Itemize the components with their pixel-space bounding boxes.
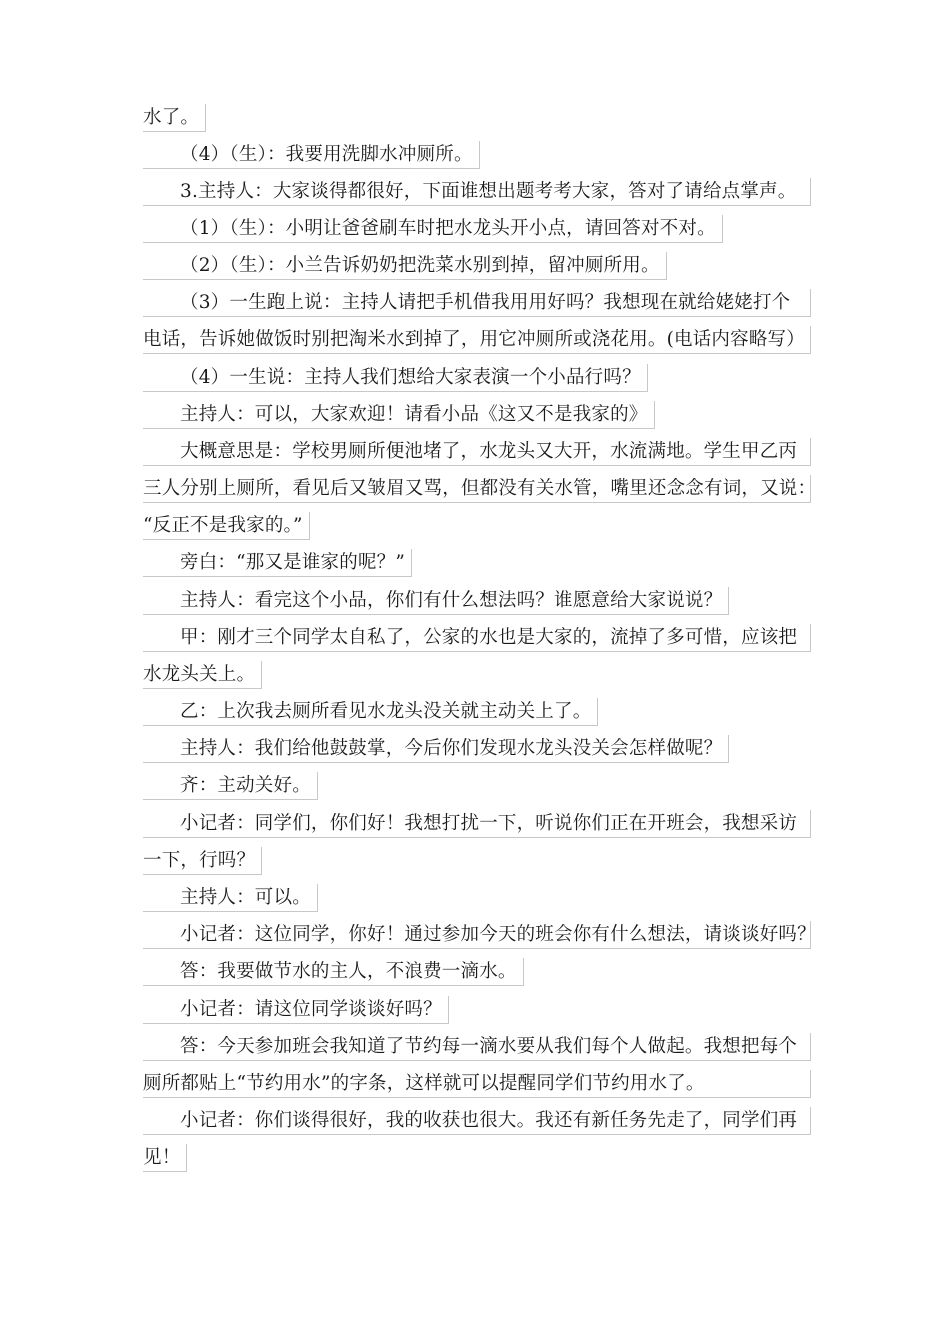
text-line: （4）（生）：我要用洗脚水冲厕所。 [143,141,480,169]
text-line: 主持人：可以，大家欢迎！请看小品《这又不是我家的》 [143,401,655,429]
text-line: 齐：主动关好。 [143,772,318,800]
text-line: 旁白：“那又是谁家的呢？” [143,549,412,577]
text-line: 电话，告诉她做饭时别把淘米水到掉了，用它冲厕所或浇花用。(电话内容略写） [143,326,811,354]
text-line: （1）（生）：小明让爸爸刷车时把水龙头开小点，请回答对不对。 [143,215,723,243]
text-line: 答：今天参加班会我知道了节约每一滴水要从我们每个人做起。我想把每个 [143,1033,811,1061]
text-line: （4）一生说：主持人我们想给大家表演一个小品行吗？ [143,364,648,392]
text-line: 三人分别上厕所，看见后又皱眉又骂，但都没有关水管，嘴里还念念有词，又说： [143,475,811,503]
text-line: 小记者：请这位同学谈谈好吗？ [143,996,449,1024]
text-line: 答：我要做节水的主人，不浪费一滴水。 [143,958,524,986]
text-line: 主持人：可以。 [143,884,318,912]
text-line: （3）一生跑上说：主持人请把手机借我用用好吗？我想现在就给姥姥打个 [143,289,811,317]
text-line: 乙：上次我去厕所看见水龙头没关就主动关上了。 [143,698,598,726]
text-line: 主持人：我们给他鼓鼓掌，今后你们发现水龙头没关会怎样做呢？ [143,735,729,763]
text-line: “反正不是我家的。” [143,512,310,540]
text-line: 一下，行吗？ [143,847,262,875]
text-line: 大概意思是：学校男厕所便池堵了，水龙头又大开，水流满地。学生甲乙丙 [143,438,811,466]
text-line: 小记者：你们谈得很好，我的收获也很大。我还有新任务先走了，同学们再 [143,1107,811,1135]
text-line: 水龙头关上。 [143,661,262,689]
text-line: 水了。 [143,104,206,132]
text-line: 甲：刚才三个同学太自私了，公家的水也是大家的，流掉了多可惜，应该把 [143,624,811,652]
text-line: 主持人：看完这个小品，你们有什么想法吗？谁愿意给大家说说？ [143,587,729,615]
text-line: （2）（生）：小兰告诉奶奶把洗菜水别到掉，留冲厕所用。 [143,252,667,280]
text-line: 见！ [143,1144,187,1172]
text-line: 3.主持人：大家谈得都很好，下面谁想出题考考大家，答对了请给点掌声。 [143,178,811,206]
text-line: 厕所都贴上“节约用水”的字条，这样就可以提醒同学们节约用水了。 [143,1070,811,1098]
text-line: 小记者：这位同学，你好！通过参加今天的班会你有什么想法，请谈谈好吗？ [143,921,811,949]
text-line: 小记者：同学们，你们好！我想打扰一下，听说你们正在开班会，我想采访 [143,810,811,838]
